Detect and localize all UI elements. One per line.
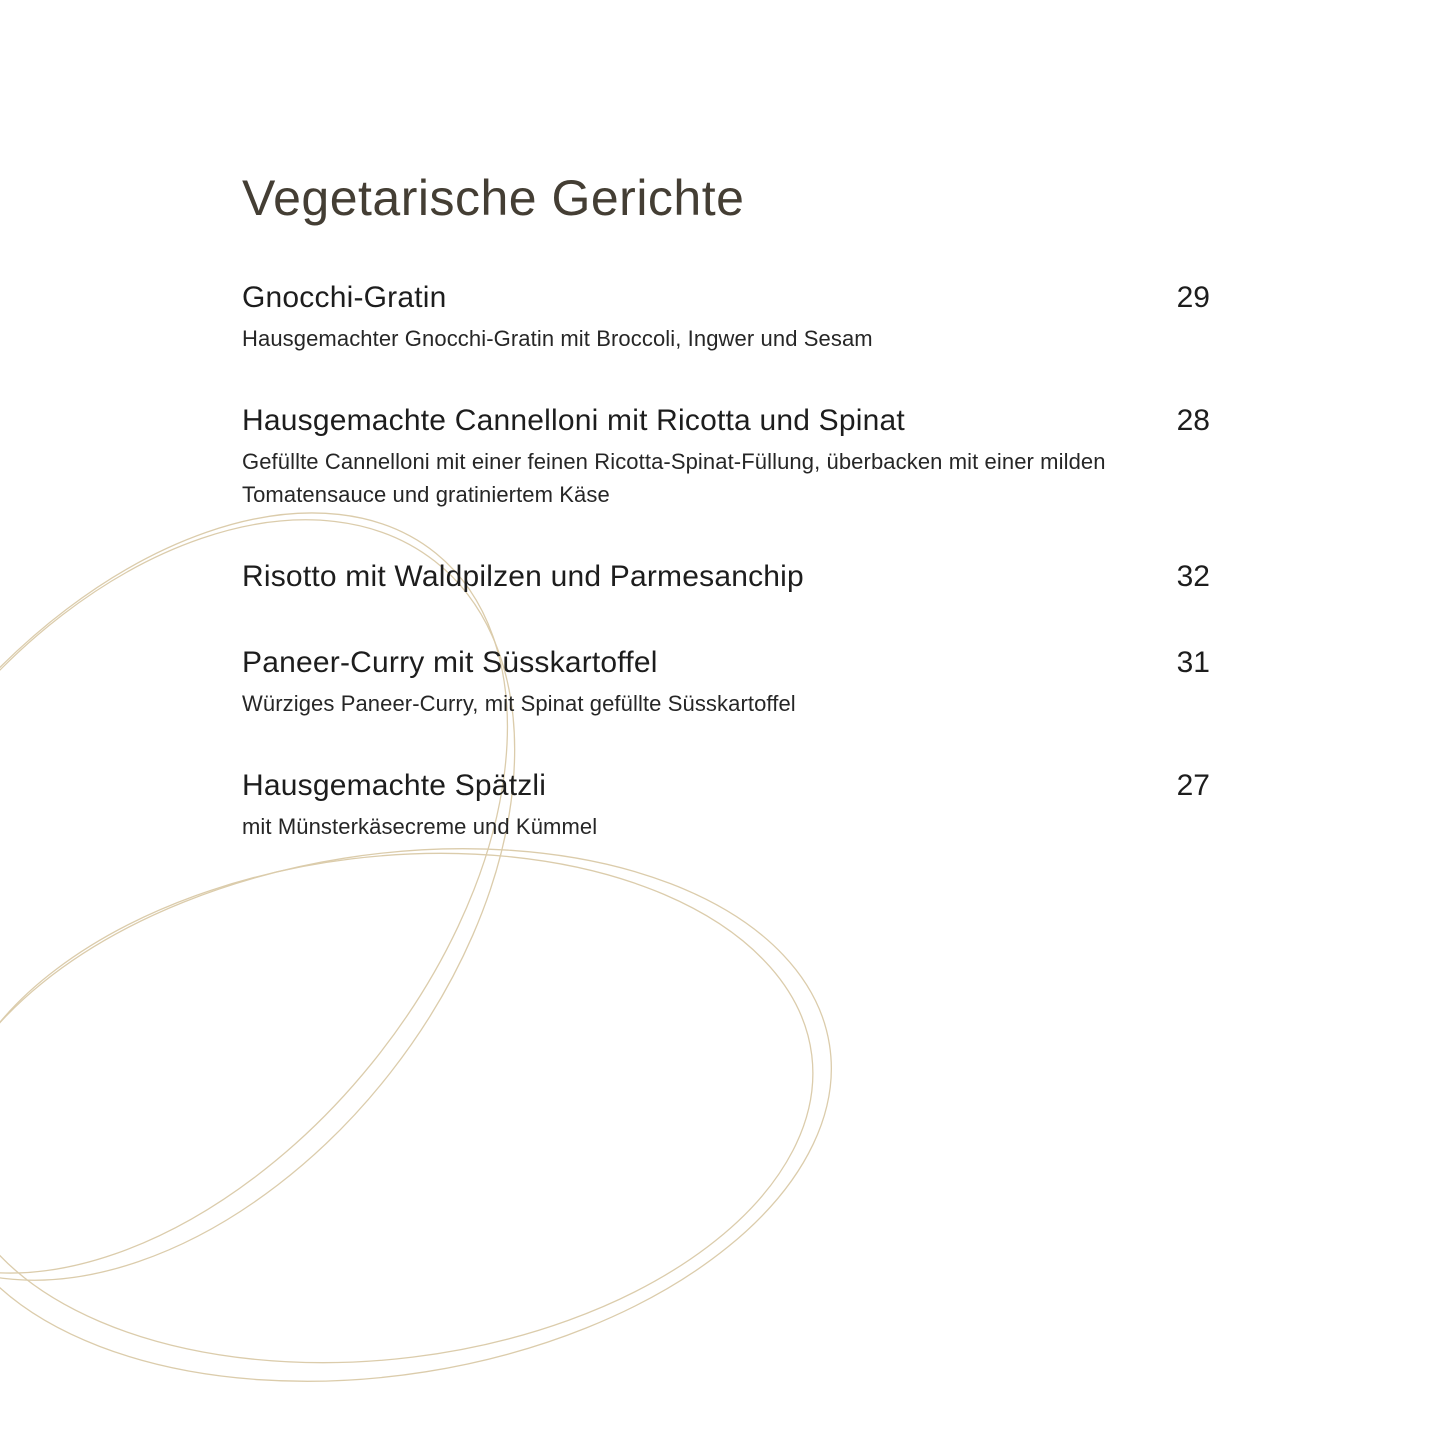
item-row <box>242 401 1210 441</box>
item-name: Hausgemachte Spätzli <box>242 769 547 802</box>
menu-item-risotto <box>242 557 1210 597</box>
item-price: 31 <box>1176 646 1210 679</box>
item-description: mit Münsterkäsecreme und Kümmel <box>242 814 598 839</box>
menu-item-cannelloni <box>242 401 1210 511</box>
item-price: 28 <box>1176 404 1210 437</box>
item-name: Risotto mit Waldpilzen und Parmesanchip <box>242 560 804 593</box>
item-name: Gnocchi-Gratin <box>242 281 447 314</box>
item-description: Gefüllte Cannelloni mit einer feinen Ricotta-Spinat-Füllung, überbacken mit einer milden Tomatensauce und gratiniertem Käse <box>242 449 1106 507</box>
decor-ellipse-wide-inner <box>0 806 842 1410</box>
section-title: Vegetarische Gerichte <box>242 170 745 226</box>
menu-item-paneer-curry <box>242 643 1210 720</box>
item-price: 27 <box>1176 769 1210 802</box>
item-row <box>242 766 1210 806</box>
menu-item-spaetzli <box>242 766 1210 843</box>
item-row <box>242 278 1210 318</box>
menu-section <box>242 168 1210 889</box>
item-price: 32 <box>1176 560 1210 593</box>
item-description: Hausgemachter Gnocchi-Gratin mit Broccoli, Ingwer und Sesam <box>242 326 873 351</box>
item-name: Paneer-Curry mit Süsskartoffel <box>242 646 658 679</box>
menu-item-gnocchi-gratin <box>242 278 1210 355</box>
item-description: Würziges Paneer-Curry, mit Spinat gefüllte Süsskartoffel <box>242 691 796 716</box>
item-price: 29 <box>1176 281 1210 314</box>
item-row <box>242 643 1210 683</box>
item-row <box>242 557 1210 597</box>
item-name: Hausgemachte Cannelloni mit Ricotta und Spinat <box>242 404 905 437</box>
